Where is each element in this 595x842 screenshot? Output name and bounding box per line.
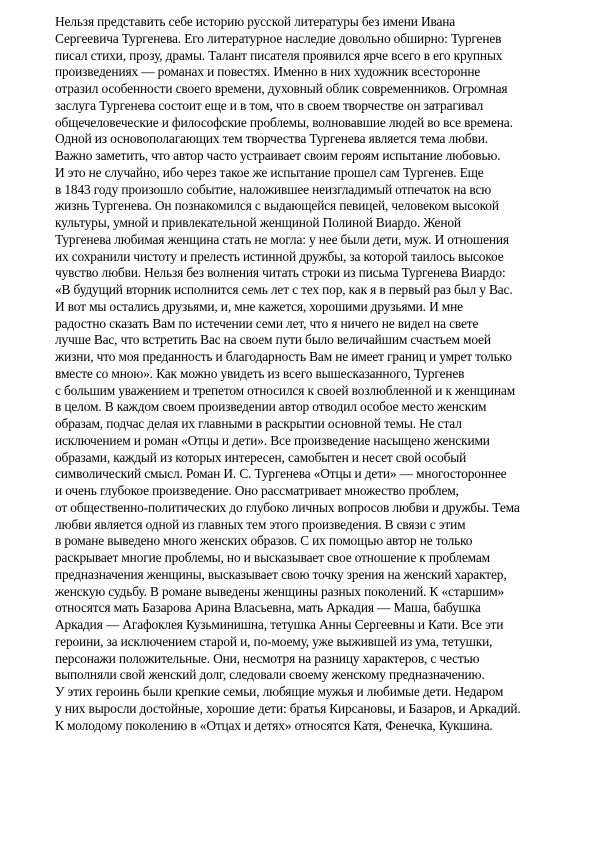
text-line: чувство любви. Нельзя без волнения читать строки из письма Тургенева Виардо: [55,265,506,281]
text-line: заслуга Тургенева состоит еще и в том, что в своем творчестве он затрагивал [55,97,484,113]
text-line: Тургенева любимая женщина стать не могла: у нее были дети, муж. И отношения [55,231,509,247]
text-line: героини, за исключением старой и, по-моему, уже выжившей из ума, тетушки, [55,633,493,649]
text-line: в 1843 году произошло событие, наложившее неизгладимый отпечаток на всю [55,181,492,197]
text-line: вместе со мною». Как можно увидеть из всего вышесказанного, Тургенев [55,365,465,381]
text-line: писал стихи, прозу, драмы. Талант писателя проявился ярче всего в его крупных [55,47,503,63]
text-line: исключением и роман «Отцы и дети». Все произведение насыщено женскими [55,432,490,448]
text-line: Важно заметить, что автор часто устраивает своим героям испытание любовью. [55,148,501,163]
text-line: женскую судьбу. В романе выведены женщины разных поколений. К «старшим» [55,583,505,599]
text-line: в целом. В каждом своем произведении автор отводил особое место женским [55,399,487,415]
text-line: их сохранили чистоту и прелесть истинной дружбы, за которой таилось высокое [55,248,504,264]
text-line: раскрывает многие проблемы, но и высказывает свое отношение к проблемам [55,550,490,565]
text-line: радостно сказать Вам по истечении семи лет, что я ничего не видел на свете [55,315,479,331]
text-line: Аркадия — Агафоклея Кузьминишна, тетушка Анны Сергеевны и Кати. Все эти [55,617,504,632]
text-line: предназначения женщины, высказывает свою точку зрения на женский характер, [55,566,507,582]
essay-text [55,14,555,734]
text-line: в романе выведено много женских образов. С их помощью автор не только [55,533,473,549]
text-line: жизни, что моя преданность и благодарность Вам не имеет границ и умрет только [55,349,512,364]
text-line: образами, каждый из которых интересен, самобытен и несет свой особый [55,449,467,465]
text-line: с большим уважением и трепетом относился к своей возлюбленной и к женщинам [55,382,516,398]
text-line: У этих героинь были крепкие семьи, любящие мужья и любимые дети. Недаром [55,684,504,699]
text-line: персонажи положительные. Они, несмотря на разницу характеров, с честью [55,650,480,666]
text-line: произведениях — романах и повестях. Именно в них художник всесторонне [55,64,481,80]
text-line: от общественно-политических до глубоко личных вопросов любви и дружбы. Тема [55,499,520,515]
text-line: Одной из основополагающих тем творчества Тургенева является тема любви. [55,131,488,147]
text-line: культуры, умной и привлекательной женщиной Полиной Виардо. Женой [55,215,461,230]
text-line: любви является одной из главных тем этого произведения. В связи с этим [55,516,466,532]
text-line: и очень глубокое произведение. Оно рассматривает множество проблем, [55,483,459,498]
text-line: К молодому поколению в «Отцах и детях» относятся Катя, Фенечка, Кукшина. [55,717,493,733]
text-line: отразил особенности своего времени, духовный облик современников. Огромная [55,81,508,96]
text-line: относятся мать Базарова Арина Власьевна, мать Аркадия — Маша, бабушка [55,600,481,616]
text-line: выполняли свой женский долг, следовали своему женскому предназначению. [55,667,485,683]
text-line: общечеловеческие и философские проблемы, волновавшие людей во все времена. [55,114,513,130]
text-line: символический смысл. Роман И. С. Тургенева «Отцы и дети» — многостороннее [55,466,507,482]
text-line: жизнь Тургенева. Он познакомился с выдающейся певицей, человеком высокой [55,198,499,214]
text-line: «В будущий вторник исполнится семь лет с тех пор, как я в первый раз был у Вас. [55,282,513,297]
text-line: у них выросли достойные, хорошие дети: братья Кирсановы, и Базаров, и Аркадий. [55,700,521,716]
text-line: И вот мы остались друзьями, и, мне кажется, хорошими друзьями. И мне [55,298,463,314]
text-line: образам, подчас делая их главными в раскрытии основной темы. Не стал [55,416,462,431]
text-line: И это не случайно, ибо через такое же испытание прошел сам Тургенев. Еще [55,164,484,180]
text-line: лучше Вас, что встретить Вас на своем пути было величайшим счастьем моей [55,332,491,348]
text-line: Сергеевича Тургенева. Его литературное наследие довольно обширно: Тургенев [55,30,502,46]
text-line: Нельзя представить себе историю русской литературы без имени Ивана [55,14,456,29]
